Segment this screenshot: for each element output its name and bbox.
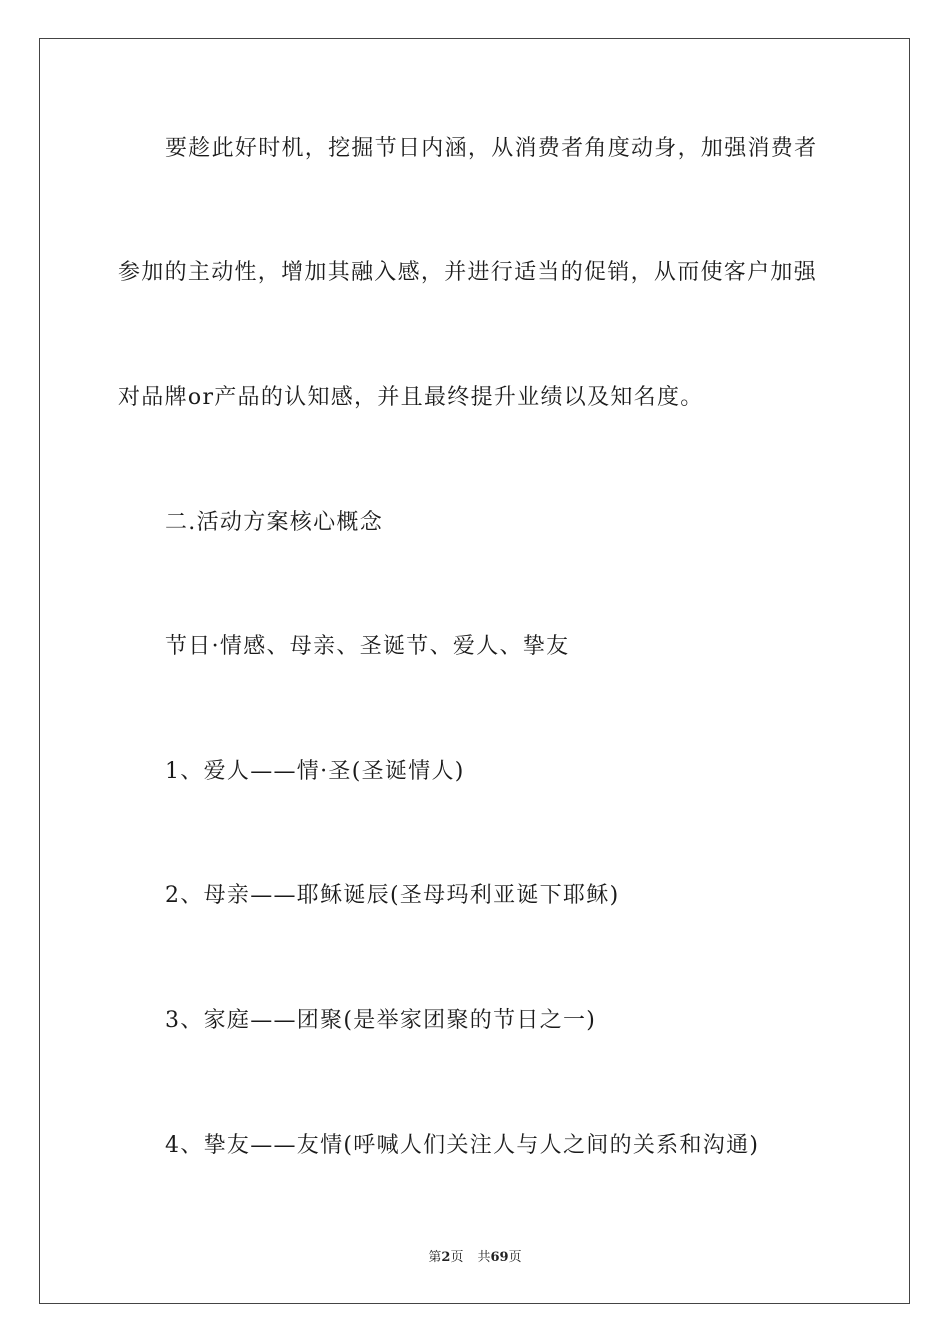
page-footer (0, 1246, 950, 1265)
page-suffix: 页 (450, 1250, 464, 1265)
concept-keywords: 节日·情感、母亲、圣诞节、爱人、挚友 (165, 634, 570, 659)
body-text-line-1: 要趁此好时机，挖掘节日内涵，从消费者角度动身，加强消费者 (165, 136, 818, 161)
section-heading: 二.活动方案核心概念 (165, 510, 383, 535)
page-border (39, 38, 910, 1304)
list-item-3: 3、家庭——团聚(是举家团聚的节日之一) (165, 1008, 597, 1033)
total-suffix: 页 (508, 1250, 522, 1265)
total-pages: 69 (490, 1250, 509, 1265)
list-item-4: 4、挚友——友情(呼喊人们关注人与人之间的关系和沟通) (165, 1133, 760, 1158)
total-prefix: 共 (477, 1250, 491, 1265)
list-item-2: 2、母亲——耶稣诞辰(圣母玛利亚诞下耶稣) (165, 883, 620, 908)
page-prefix: 第 (428, 1250, 442, 1265)
page-number: 2 (441, 1250, 451, 1265)
list-item-1: 1、爱人——情·圣(圣诞情人) (165, 759, 465, 784)
body-text-line-3: 对品牌or产品的认知感，并且最终提升业绩以及知名度。 (118, 385, 704, 410)
body-text-line-2: 参加的主动性，增加其融入感，并进行适当的促销，从而使客户加强 (118, 260, 818, 285)
